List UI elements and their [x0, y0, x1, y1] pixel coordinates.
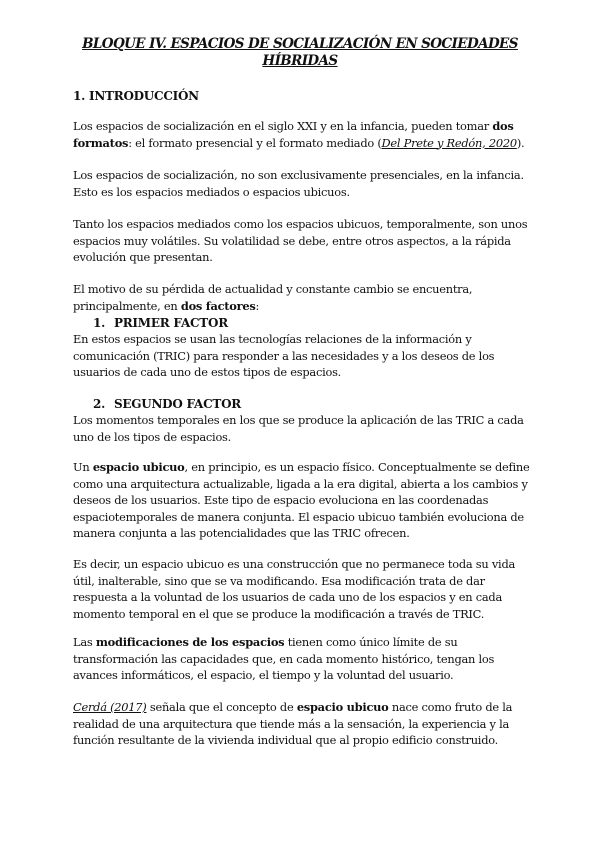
- bold-term: espacio ubicuo: [92, 460, 185, 474]
- paragraph-volatilidad: Tanto los espacios mediados como los espacios ubicuos, temporalmente, son unos espacios muy volátiles. Su volatilidad se debe, entre otros aspectos, a la rápida evolución que presentan.: [73, 217, 528, 264]
- paragraph-text: Un: [73, 460, 93, 474]
- bold-term: espacio ubicuo: [296, 700, 389, 714]
- paragraph-formatos: [73, 118, 535, 151]
- factor-body-primer: En estos espacios se usan las tecnologías relaciones de la información y comunicación (TRIC) para responder a las necesidades y a los deseos de los usuarios de cada uno de estos tipos de espacios.: [73, 332, 495, 379]
- citation: Del Prete y Redón, 2020: [381, 135, 517, 150]
- list-number: 1.: [93, 316, 106, 330]
- citation: Cerdá (2017): [73, 700, 147, 714]
- paragraph-cerda: [73, 699, 539, 749]
- paragraph-text: nace como fruto de la realidad de una arquitectura que tiende más a la sensación, la experiencia y la función resultante de la vivienda individual que al propio edificio construido.: [73, 700, 513, 747]
- factor-heading-segundo: [93, 396, 241, 413]
- paragraph-espacios-mediados: Los espacios de socialización, no son exclusivamente presenciales, en la infancia. Esto es los espacios mediados o espacios ubicuos.: [73, 168, 524, 199]
- paragraph-espacio-ubicuo: [73, 459, 539, 542]
- bold-term: modificaciones de los espacios: [95, 635, 285, 649]
- paragraph-text: ).: [516, 135, 525, 150]
- factor-heading-primer: [93, 315, 228, 332]
- paragraph-construccion: Es decir, un espacio ubicuo es una construcción que no permanece toda su vida útil, inalterable, sino que se va modificando. Esa modificación trata de dar respuesta a la voluntad de los usuarios de cada uno de los espacios y en cada momento temporal en el que se produce la modificación a través de TRIC.: [73, 557, 516, 621]
- factor-body-segundo: Los momentos temporales en los que se produce la aplicación de las TRIC a cada uno de los tipos de espacios.: [73, 413, 524, 444]
- paragraph-text: , en principio, es un espacio físico. Conceptualmente se define como una arquitectura actualizable, ligada a la era digital, abierta a los cambios y deseos de los usuarios. Este tipo de espacio evoluciona en las coordenadas espaciotemporales de manera conjunta. El espacio ubicuo también evoluciona de manera conjunta a las potencialidades que las TRIC ofrecen.: [73, 460, 530, 540]
- paragraph-text: Las: [73, 635, 96, 649]
- paragraph-text: Los espacios de socialización en el siglo XXI y en la infancia, pueden tomar: [73, 119, 493, 133]
- paragraph-motivo: [73, 281, 535, 314]
- paragraph-text: El motivo de su pérdida de actualidad y constante cambio se encuentra, principalmente, en: [73, 282, 473, 313]
- paragraph-text: : el formato presencial y el formato mediado (: [128, 135, 382, 150]
- document-title: BLOQUE IV. ESPACIOS DE SOCIALIZACIÓN EN SOCIEDADES HÍBRIDAS: [82, 36, 518, 69]
- section-heading-introduccion: 1. INTRODUCCIÓN: [73, 89, 199, 103]
- list-number: 2.: [93, 397, 106, 411]
- factor-title: PRIMER FACTOR: [113, 316, 228, 330]
- paragraph-text: tienen como único límite de su transformación las capacidades que, en cada momento histórico, tengan los avances informáticos, el espacio, el tiempo y la voluntad del usuario.: [73, 635, 495, 682]
- paragraph-text: :: [255, 298, 260, 313]
- paragraph-text: señala que el concepto de: [146, 700, 297, 714]
- paragraph-modificaciones: [73, 634, 539, 684]
- bold-term: dos formatos: [73, 119, 514, 150]
- factor-title: SEGUNDO FACTOR: [113, 397, 242, 411]
- bold-term: dos factores: [180, 298, 256, 313]
